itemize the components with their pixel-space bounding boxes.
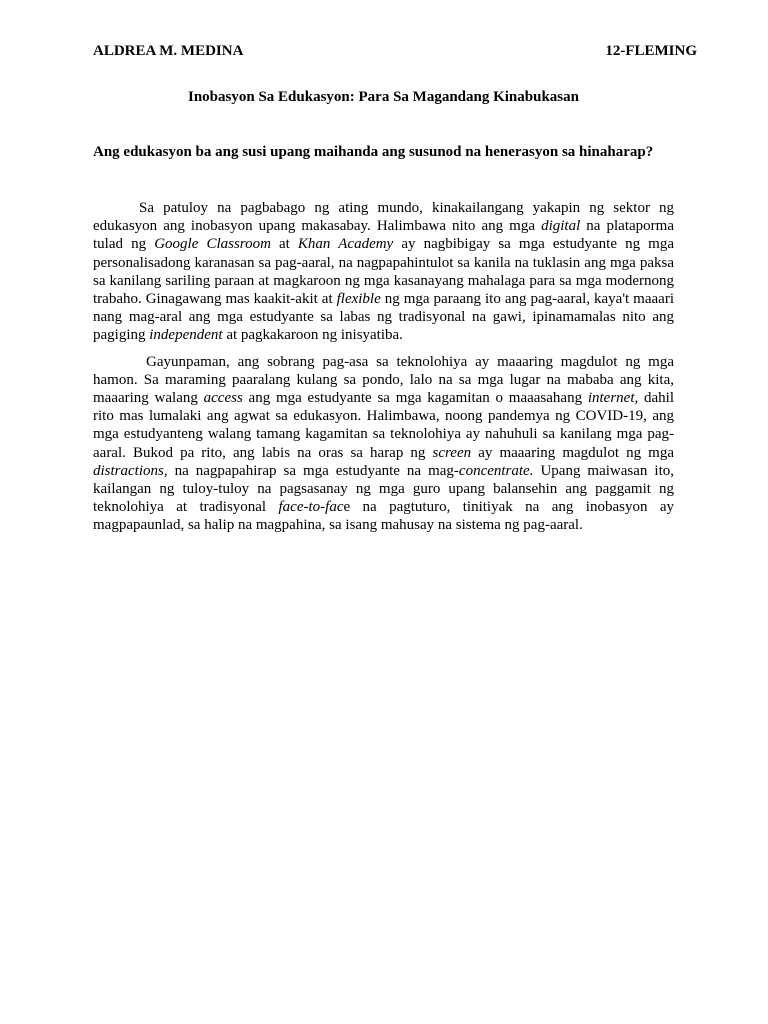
p2-italic-term: access	[203, 390, 243, 407]
p2-italic-term: screen	[432, 444, 472, 461]
p2-text: e na pagtuturo, tinitiyak na ang inobasyon ay magpapaunlad, sa halip na magpahina, sa isang mahusay na sistema ng pag-aaral.	[93, 499, 675, 534]
p2-text: ay maaaring magdulot ng mga	[471, 444, 674, 461]
paragraph-1	[93, 199, 674, 345]
p1-text: ay nagbibigay sa mga estudyante ng mga personalisadong karanasan sa pag-aaral, na nagpapahintulot sa kanila na tuklasin ang mga paksa sa kanilang sariling paraan at magkaroon ng mga kasanayang mahalaga para sa mga modernong trabaho. Ginagawang mas kaakit-akit at	[93, 236, 674, 308]
p2-italic-term: distractions	[93, 462, 164, 479]
paragraph-2	[93, 353, 674, 535]
p2-italic-term: face-to-fac	[278, 499, 344, 516]
p2-text: Gayunpaman, ang sobrang pag-asa sa teknolohiya ay maaaring magdulot ng mga hamon. Sa maraming paaralang kulang sa pondo, lalo na sa mga lugar na mababa ang kita, maaaring walang	[93, 353, 674, 407]
author-name: ALDREA M. MEDINA	[93, 43, 244, 59]
p1-text: na plataporma tulad ng	[93, 218, 674, 253]
p1-text: at	[270, 236, 298, 253]
p1-italic-term: Google Classroom	[154, 236, 271, 253]
section-name: 12-FLEMING	[605, 43, 697, 59]
document-header	[93, 42, 697, 60]
p1-text: at pagkakaroon ng inisyatiba.	[222, 327, 403, 344]
essay-body	[93, 199, 674, 543]
p2-text: , dahil rito mas lumalaki ang agwat sa edukasyon. Halimbawa, noong pandemya ng COVID-19, ang mga estudyanteng walang tamang kagamitan sa teknolohiya ay nahuhuli sa kanilang mga pag-aaral. Bukod pa rito, ang labis na oras sa harap ng	[93, 390, 675, 461]
p1-text: Sa patuloy na pagbabago ng ating mundo, kinakailangang yakapin ng sektor ng edukasyon ang inobasyon upang makasabay. Halimbawa nito ang mga	[93, 200, 674, 235]
essay-question: Ang edukasyon ba ang susi upang maihanda ang susunod na henerasyon sa hinaharap?	[93, 144, 654, 160]
p2-text: , na nagpapahirap sa mga estudyante na mag-	[163, 462, 459, 479]
p1-italic-term: Khan Academy	[297, 236, 394, 253]
p2-text: ang mga estudyante sa mga kagamitan o maaasahang	[242, 390, 588, 407]
essay-title: Inobasyon Sa Edukasyon: Para Sa Magandang Kinabukasan	[188, 89, 579, 105]
p1-italic-term: independent	[149, 327, 223, 344]
p2-italic-term: internet	[587, 390, 635, 407]
p2-italic-term: concentrate.	[458, 462, 534, 479]
p1-text: ng mga paraang ito ang pag-aaral, kaya't maaari nang mag-aral ang mga estudyante sa labas ng tradisyonal na gawi, ipinamamalas nito ang pagiging	[93, 291, 674, 344]
p1-italic-term: digital	[541, 218, 581, 235]
p1-italic-term: flexible	[336, 291, 381, 308]
p2-text: Upang maiwasan ito, kailangan ng tuloy-tuloy na pagsasanay ng mga guro upang balansehin ang paggamit ng teknolohiya at tradisyonal	[93, 462, 674, 516]
